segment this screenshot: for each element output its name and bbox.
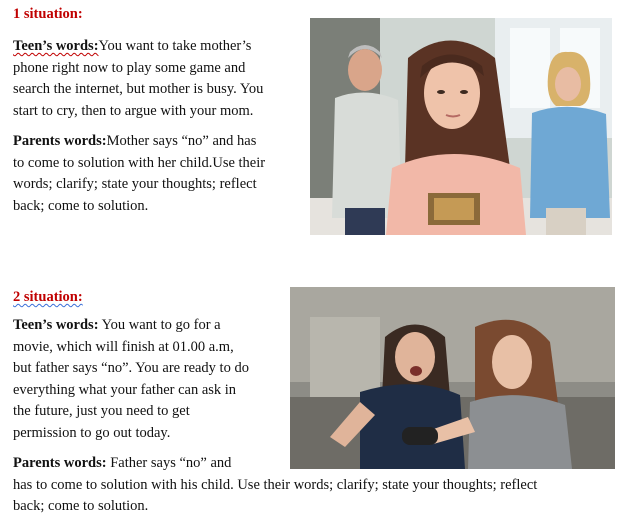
- sisters-fighting-photo: [290, 287, 615, 469]
- situation-2-heading: 2 situation:: [13, 289, 83, 305]
- teen-label: Teen’s words:: [13, 317, 99, 333]
- parents-label: Parents words:: [13, 133, 107, 149]
- situation-1-heading: 1 situation:: [13, 6, 83, 22]
- situation-1-teen-paragraph: Teen’s words:You want to take mother’s phone right now to play some game and search the internet, but mother is busy. You start to cry, then to argue with your mom.: [13, 38, 264, 119]
- situation-1-parents-paragraph: Parents words:Mother says “no” and has to come to solution with her child.Use their words; clarify; state your thoughts; reflect back; come to solution.: [13, 133, 266, 214]
- teen-label: Teen’s words:: [13, 38, 99, 54]
- family-argument-photo: [310, 18, 612, 235]
- situation-2-teen-paragraph: Teen’s words: You want to go for a movie, which will finish at 01.00 a.m, but father says “no”. You are ready to do everything what your father can ask in the future, just you need to get permission to go out today.: [13, 317, 249, 441]
- situation-2-parents-paragraph: Parents words: Father says “no” and has to come to solution with his child. Use their words; clarify; state your thoughts; reflect back; come to solution.: [13, 455, 538, 515]
- parents-label: Parents words:: [13, 455, 107, 471]
